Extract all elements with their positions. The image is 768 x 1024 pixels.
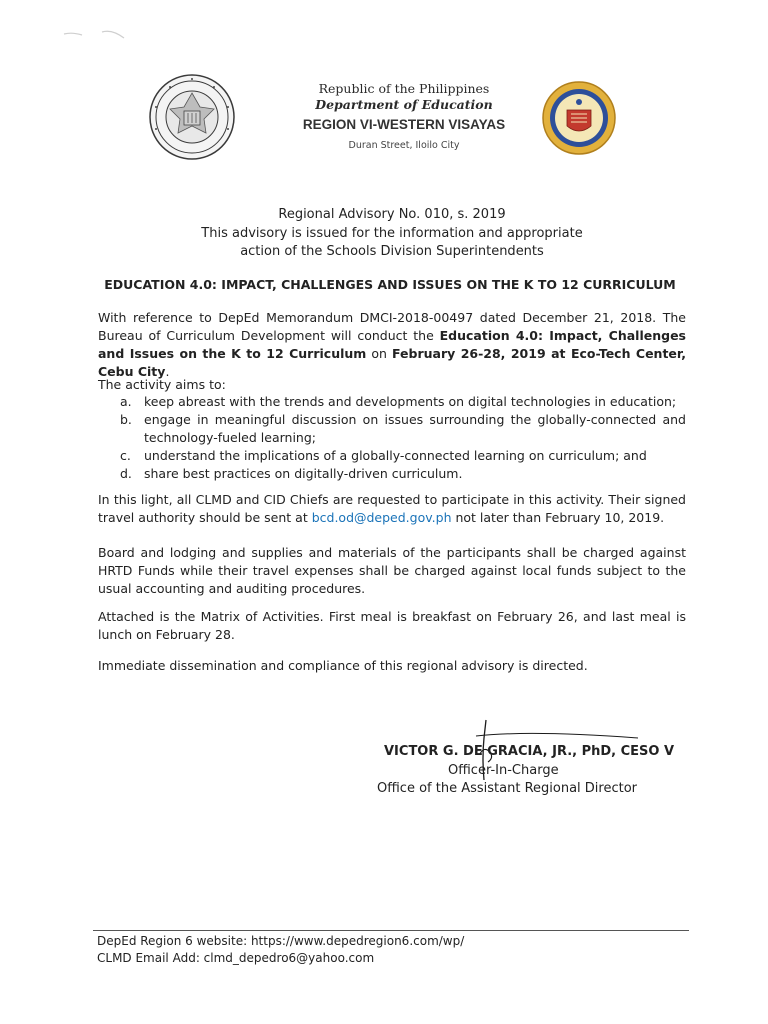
list-item <box>120 411 686 447</box>
event-venue: Eco-Tech Center, Cebu City <box>98 346 686 379</box>
header-region: REGION VI-WESTERN VISAYAS <box>302 117 506 132</box>
reference-intro: With reference to DepEd Memorandum DMCI-2018-00497 dated December 21, 2018. The Bureau of Curriculum Development will conduct the <box>98 310 686 343</box>
list-text: understand the implications of a globally-connected learning on curriculum; and <box>144 448 647 463</box>
participation-before: In this light, all CLMD and CID Chiefs are requested to participate in this activity. Their signed travel authority should be sent at <box>98 492 686 525</box>
event-name: Education 4.0: Impact, Challenges and Issues on the K to 12 Curriculum <box>98 328 686 361</box>
reference-end: . <box>165 364 170 379</box>
list-item <box>120 447 686 465</box>
footer-divider <box>93 930 689 931</box>
list-text: share best practices on digitally-driven curriculum. <box>144 466 463 481</box>
aims-list <box>120 393 686 483</box>
header-address: Duran Street, Iloilo City <box>348 140 460 151</box>
signatory-position: Officer-In-Charge <box>448 763 559 778</box>
footer-email: CLMD Email Add: clmd_depedro6@yahoo.com <box>97 951 375 965</box>
travel-email-link[interactable]: bcd.od@deped.gov.ph <box>311 510 452 525</box>
scan-mark <box>62 26 132 46</box>
list-text: engage in meaningful discussion on issues surrounding the globally-connected and technology-fueled learning; <box>144 412 686 445</box>
header-republic: Republic of the Philippines <box>318 81 490 96</box>
list-text: keep abreast with the trends and developments on digital technologies in education; <box>144 394 677 409</box>
reference-paragraph <box>98 309 686 381</box>
footer-website: DepEd Region 6 website: https://www.depedregion6.com/wp/ <box>97 934 465 948</box>
reference-at: at <box>545 346 571 361</box>
participation-after: not later than February 10, 2019. <box>451 510 665 525</box>
advisory-title: EDUCATION 4.0: IMPACT, CHALLENGES AND ISSUES ON THE K TO 12 CURRICULUM <box>104 277 676 292</box>
dissemination-paragraph: Immediate dissemination and compliance of this regional advisory is directed. <box>98 658 588 673</box>
funding-paragraph: Board and lodging and supplies and materials of the participants shall be charged against HRTD Funds while their travel expenses shall be charged against local funds subject to the usual accounting and auditing procedures. <box>98 545 686 596</box>
event-dates: February 26-28, 2019 <box>392 346 546 361</box>
list-item <box>120 465 686 483</box>
list-item <box>120 393 686 411</box>
reference-on: on <box>366 346 392 361</box>
meals-paragraph: Attached is the Matrix of Activities. First meal is breakfast on February 26, and last meal is lunch on February 28. <box>98 609 686 642</box>
advisory-number: Regional Advisory No. 010, s. 2019 <box>278 207 506 222</box>
signatory-name: VICTOR G. DE GRACIA, JR., PhD, CESO V <box>384 744 675 759</box>
list-letter: c. <box>120 448 131 463</box>
signatory-office: Office of the Assistant Regional Director <box>377 781 637 796</box>
participation-paragraph <box>98 491 686 527</box>
list-letter: a. <box>120 394 132 409</box>
advisory-purpose-line2: action of the Schools Division Superintendents <box>240 244 544 259</box>
aims-intro: The activity aims to: <box>98 377 226 392</box>
list-letter: d. <box>120 466 132 481</box>
header-department: Department of Education <box>315 97 493 112</box>
advisory-purpose-line1: This advisory is issued for the information and appropriate <box>201 226 583 241</box>
list-letter: b. <box>120 412 132 427</box>
